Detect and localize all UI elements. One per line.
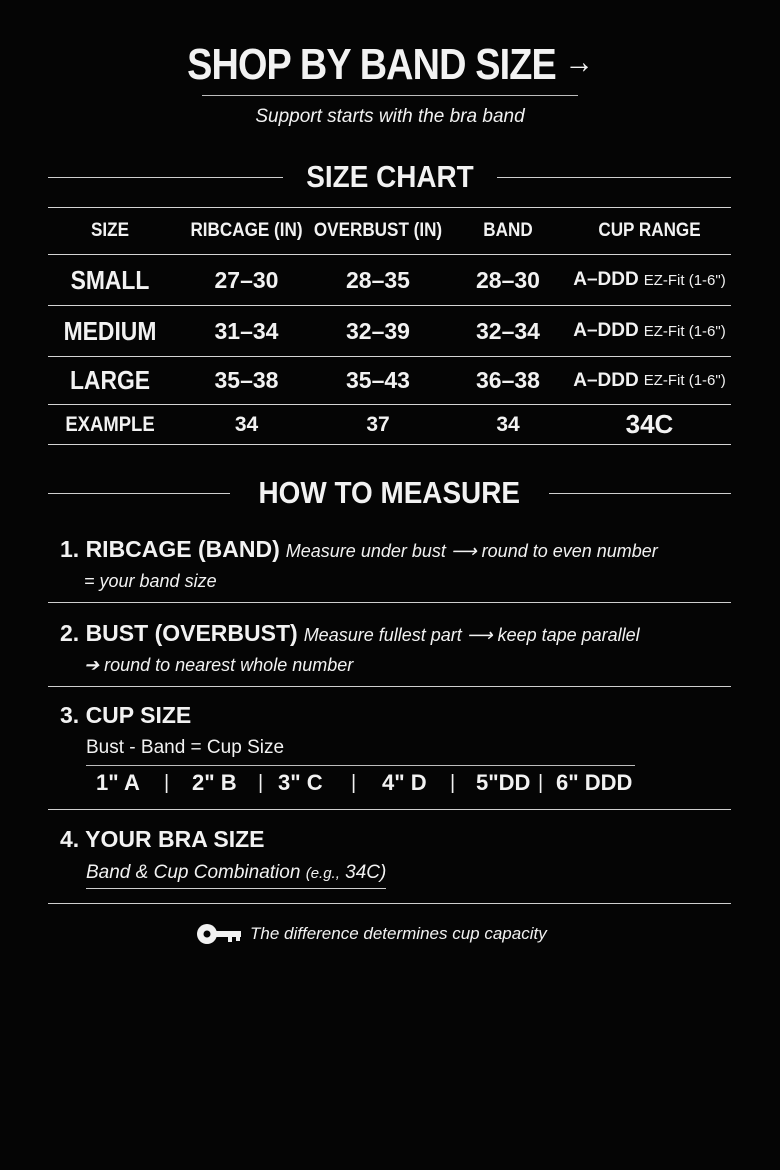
ribcage-value: 27–30 <box>214 266 279 293</box>
step-ribcage <box>60 536 730 592</box>
example-label: EXAMPLE <box>65 412 155 436</box>
bra-size-combination: Band & Cup Combination (e.g., 34C) <box>86 862 386 889</box>
key-icon <box>196 922 244 946</box>
cup-step: 2" B <box>192 770 237 795</box>
overbust-value: 28–35 <box>346 266 410 293</box>
cup-range: A–DDD EZ-Fit (1-6") <box>573 369 726 391</box>
cup-step: 1" A <box>96 770 140 795</box>
cup-step: 3" C <box>278 770 323 795</box>
band-value: 28–30 <box>476 266 540 293</box>
overbust-value: 35–43 <box>346 367 410 393</box>
step-description: Measure under bust ⟶ round to even number <box>285 541 658 561</box>
step-cup-size <box>60 702 730 729</box>
size-name: MEDIUM <box>63 315 157 346</box>
step-title: 4. YOUR BRA SIZE <box>60 826 265 852</box>
table-row <box>48 305 731 356</box>
step-title: 1. RIBCAGE (BAND) <box>60 536 280 562</box>
step-bust <box>60 620 730 676</box>
cup-step: 5"DD <box>476 770 531 795</box>
divider <box>48 903 731 904</box>
cup-scale <box>86 770 646 800</box>
formula-rule <box>86 765 635 766</box>
step-note: = your band size <box>84 571 217 591</box>
separator: | <box>351 772 357 794</box>
cup-step: 4" D <box>382 770 427 795</box>
overbust-value: 37 <box>366 412 390 436</box>
arrow-right-icon: → <box>564 43 593 81</box>
table-row <box>48 254 731 305</box>
cup-range: A–DDD EZ-Fit (1-6") <box>573 269 726 290</box>
cup-step: 6" DDD <box>556 770 633 795</box>
how-to-measure-heading: HOW TO MEASURE <box>48 473 731 513</box>
column-header: BAND <box>483 220 533 241</box>
cup-formula: Bust - Band = Cup Size <box>86 737 285 758</box>
divider <box>48 602 731 603</box>
band-value: 34 <box>496 412 520 436</box>
size-name: SMALL <box>70 264 150 295</box>
title-underline <box>202 95 578 96</box>
ribcage-value: 31–34 <box>214 317 279 344</box>
cup-range: A–DDD EZ-Fit (1-6") <box>573 320 726 341</box>
column-header: OVERBUST (IN) <box>313 220 443 241</box>
size-chart-heading: SIZE CHART <box>48 157 731 197</box>
footer-note: The difference determines cup capacity <box>196 922 547 946</box>
separator: | <box>258 772 264 794</box>
subtitle: Support starts with the bra band <box>255 106 525 127</box>
ribcage-value: 34 <box>234 412 259 436</box>
step-note: ➔ round to nearest whole number <box>84 655 354 675</box>
overbust-value: 32–39 <box>346 317 410 344</box>
divider <box>48 686 731 687</box>
column-header: CUP RANGE <box>598 220 701 241</box>
example-bra-size: 34C <box>625 409 674 439</box>
column-header: RIBCAGE (IN) <box>190 220 303 241</box>
separator: | <box>538 772 544 794</box>
table-header-row <box>48 207 731 254</box>
page-title: SHOP BY BAND SIZE → <box>187 40 593 89</box>
step-description: Measure fullest part ⟶ keep tape parallel <box>303 625 640 645</box>
band-value: 32–34 <box>476 317 540 344</box>
example-row <box>48 404 731 445</box>
ribcage-value: 35–38 <box>214 367 279 393</box>
divider <box>48 809 731 810</box>
table-row <box>48 356 731 404</box>
separator: | <box>164 772 170 794</box>
step-title: 3. CUP SIZE <box>60 702 192 728</box>
step-your-bra-size <box>60 826 730 853</box>
size-name: LARGE <box>69 365 151 395</box>
band-value: 36–38 <box>476 367 540 393</box>
separator: | <box>450 772 456 794</box>
step-title: 2. BUST (OVERBUST) <box>60 620 298 646</box>
column-header: SIZE <box>90 220 129 241</box>
size-chart-table <box>48 207 731 445</box>
